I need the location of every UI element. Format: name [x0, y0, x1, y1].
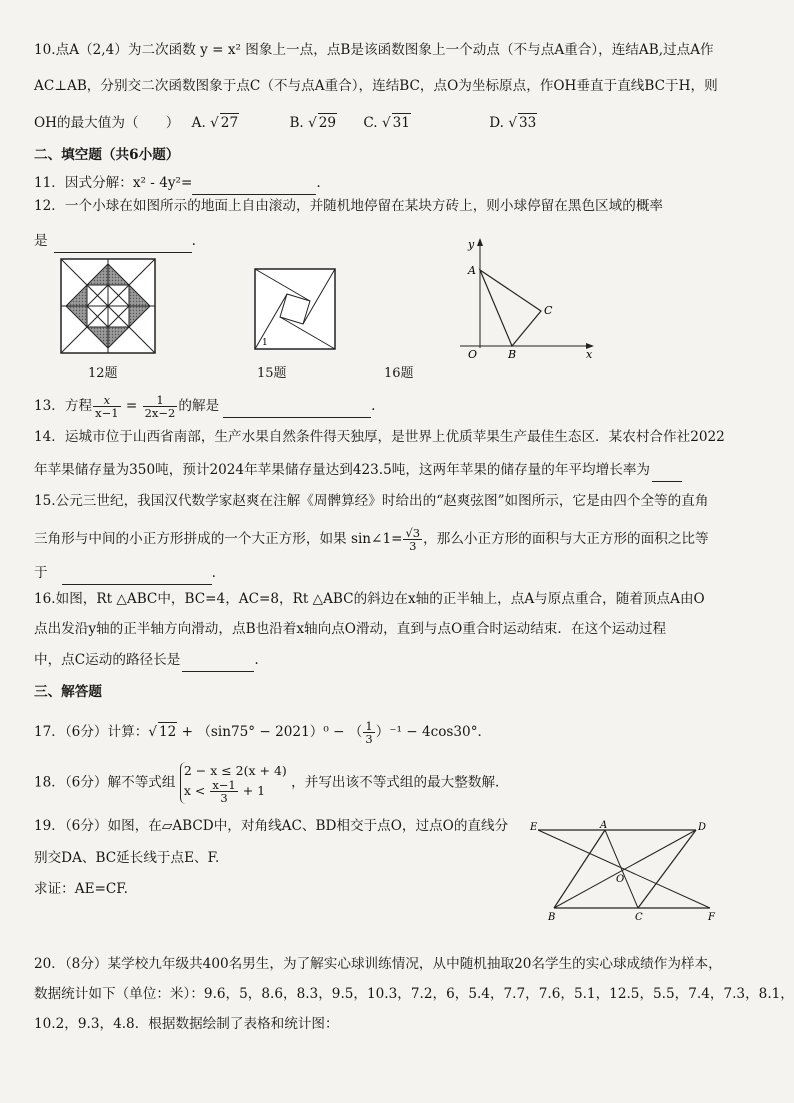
fig16-x-label: x	[586, 348, 593, 360]
q12-line1: 12．一个小球在如图所示的地面上自由滚动，并随机地停留在某块方砖上，则小球停留在黑色区域的概率	[34, 198, 664, 214]
q20-line1: 20．（8分）某学校九年级共400名男生，为了解实心球训练情况，从中随机抽取20名学生的实心球成绩作为样本，	[34, 956, 722, 972]
caption-fig15: 15题	[257, 366, 287, 381]
q16-answer-blank	[182, 653, 254, 672]
q19-line3: 求证：AE=CF.	[34, 881, 128, 897]
q11: 11．因式分解：x² - 4y²= .	[34, 174, 321, 195]
fig16-origin: O	[468, 348, 478, 360]
q18-inequality-system: 2 − x ≤ 2(x + 4) x < $\frac{x-1}{3}$ + 1	[180, 762, 287, 804]
caption-fig12: 12题	[88, 366, 118, 381]
q19-line2: 别交DA、BC延长线于点E、F.	[34, 850, 220, 866]
q10-line3	[34, 113, 537, 132]
q13-fraction-left: $\frac{x}{x-1}$	[95, 393, 119, 420]
q10-stem-end: OH的最大值为（ ）	[34, 115, 180, 131]
q15-line1: 15.公元三世纪，我国汉代数学家赵爽在注解《周髀算经》时给出的“赵爽弦图”如图所示，它是由四个全等的直角	[34, 493, 709, 509]
fig19-point-c: C	[635, 912, 643, 922]
fig19-point-f: F	[708, 912, 715, 922]
fig19-point-e: E	[530, 822, 538, 833]
q19-line1: 19．（6分）如图，在▱ABCD中，对角线AC、BD相交于点O，过点O的直线分	[34, 818, 509, 834]
q15-fraction: $\frac{√3}{3}$	[405, 526, 421, 553]
figure-16-axes	[458, 236, 598, 360]
section-solve-title: 三、解答题	[34, 684, 102, 700]
q17: 17．（6分）计算：√ 12 + （sin75° − 2021）⁰ − （ $\frac{1}{3}$ ）⁻¹ − 4cos30°．	[34, 719, 492, 746]
q14-line2: 年苹果储存量为350吨，预计2024年苹果储存量达到423.5吨，这两年苹果的储存量的年平均增长率为	[34, 461, 682, 482]
fig16-point-c: C	[544, 304, 553, 317]
q17-fraction: $\frac{1}{3}$	[365, 719, 373, 746]
figure-12-tiles	[60, 258, 156, 354]
q10-line1: 10.点A（2,4）为二次函数 y = x² 图象上一点，点B是该函数图象上一个动点（不与点A重合），连结AB,过点A作	[34, 42, 714, 58]
q20-line2: 数据统计如下（单位：米）：9.6，5，8.6，8.3，9.5，10.3，7.2，6，5.4，7.7，7.6，5.1，12.5，5.5，7.4，7.3，8.1，	[34, 986, 794, 1002]
q14-answer-blank	[652, 463, 682, 482]
figure-19-parallelogram	[528, 820, 724, 922]
q13: 13．方程 $\frac{x}{x-1}$ = $\frac{1}{2x-2}$ 的解是 .	[34, 393, 376, 420]
q15-answer-blank	[62, 566, 212, 585]
q11-answer-blank	[192, 176, 316, 195]
q11-text: 11．因式分解：x² - 4y²=	[34, 175, 193, 191]
q12-line2: 是 .	[34, 232, 196, 253]
q10-option-a: A. √ 27	[191, 115, 239, 131]
q10-line2: AC⊥AB，分别交二次函数图象于点C（不与点A重合），连结BC，点O为坐标原点，作OH垂直于直线BC于H，则	[34, 78, 718, 94]
figure-15-zhao-shuang	[254, 268, 336, 350]
q10-option-d: D. √ 33	[489, 115, 537, 131]
q15-line2: 三角形与中间的小正方形拼成的一个大正方形，如果 sin∠1= $\frac{√3}{3}$ ，那么小正方形的面积与大正方形的面积之比等	[34, 526, 709, 553]
fig19-point-d: D	[698, 822, 707, 833]
fig16-y-label: y	[468, 238, 475, 251]
q16-line3: 中，点C运动的路径长是 .	[34, 651, 259, 672]
q16-line1: 16.如图，Rt △ABC中，BC=4，AC=8，Rt △ABC的斜边在x轴的正半轴上，点A与原点重合，随着顶点A由O	[34, 591, 705, 607]
fig16-point-b: B	[508, 348, 517, 360]
fig19-point-b: B	[548, 912, 556, 922]
fig15-angle-label: 1	[262, 338, 268, 348]
q15-line3: 于 .	[34, 564, 216, 585]
section-fill-in-title: 二、填空题（共6小题）	[34, 147, 180, 163]
q13-answer-blank	[223, 399, 371, 418]
fig19-point-o: O	[616, 874, 625, 885]
q18: 18．（6分）解不等式组 2 − x ≤ 2(x + 4) x < $\frac{x-1}{3}$ + 1 ，并写出该不等式组的最大整数解.	[34, 763, 500, 805]
fig16-point-a: A	[468, 264, 476, 277]
caption-fig16: 16题	[384, 366, 414, 381]
q10-option-b: B. √ 29	[289, 115, 337, 131]
q16-line2: 点出发沿y轴的正半轴方向滑动，点B也沿着x轴向点O滑动，直到与点O重合时运动结束．在这个运动过程	[34, 621, 667, 637]
q10-option-c: C. √ 31	[363, 115, 410, 131]
q12-answer-blank	[54, 234, 192, 253]
q20-line3: 10.2，9.3，4.8．根据数据绘制了表格和统计图：	[34, 1016, 339, 1032]
fig19-point-a: A	[600, 820, 608, 831]
q14-line1: 14．运城市位于山西省南部，生产水果自然条件得天独厚，是世界上优质苹果生产最佳生态区．某农村合作社2022	[34, 429, 725, 445]
q13-fraction-right: $\frac{1}{2x-2}$	[144, 393, 176, 420]
